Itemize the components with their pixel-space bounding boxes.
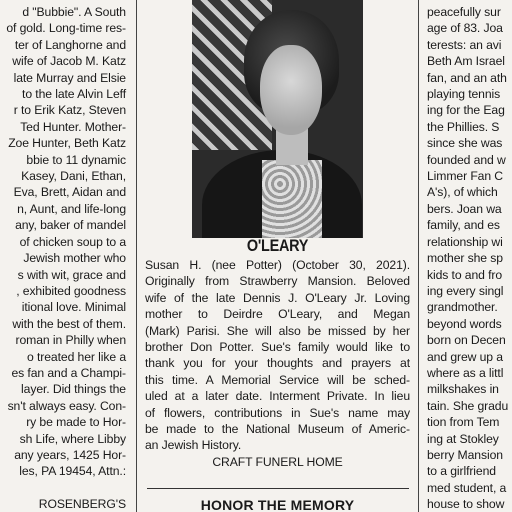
- text-line: of chicken soup to a: [19, 234, 126, 249]
- text-line: (Mark) Parisi. She will also be missed by her: [145, 323, 410, 338]
- obituary-name: O'LEARY: [246, 236, 309, 255]
- text-line: mother she sp: [427, 251, 503, 266]
- text-line: [0, 480, 126, 496]
- text-line: Beth Am Israel: [427, 54, 505, 69]
- text-line: , exhibited goodness: [16, 283, 126, 298]
- text-line: ter of Langhorne and: [14, 37, 126, 52]
- obituary-column: [145, 0, 410, 512]
- text-line: to a girlfriend: [427, 464, 496, 479]
- column-divider: [136, 0, 137, 512]
- text-line: age of 83. Joa: [427, 21, 503, 36]
- text-line: any years, 1425 Hor-: [14, 447, 126, 462]
- text-line: of flowers, contributions in Sue's name may: [145, 405, 410, 420]
- text-line: r to Erik Katz, Steven: [13, 103, 126, 118]
- text-line: the Phillies. S: [427, 119, 500, 134]
- text-line: ry be made to Hor-: [26, 415, 126, 430]
- portrait-blouse: [262, 160, 322, 238]
- text-line: es fan and a Champi-: [11, 365, 126, 380]
- section-heading: HONOR THE MEMORY: [200, 497, 355, 512]
- text-line: any, baker of mandel: [15, 218, 126, 233]
- text-line: wife of the late Dennis J. O'Leary Jr. Loving: [145, 290, 410, 305]
- text-line: founded and w: [427, 152, 506, 167]
- text-line: bbie to 11 dynamic: [26, 152, 126, 167]
- text-line: ing every singl: [427, 283, 504, 298]
- text-line: layer. Did things the: [21, 382, 126, 397]
- text-line: peacefully sur: [427, 5, 501, 19]
- text-line: Susan H. (nee Potter) (October 30, 2021).: [145, 258, 410, 272]
- text-line: Originally from Strawberry Mansion. Beloved: [145, 274, 410, 289]
- text-line: fan, and an ath: [427, 70, 507, 85]
- text-line: an Jewish History.: [145, 438, 242, 453]
- text-line: o treated her like a: [27, 349, 126, 364]
- text-line: d "Bubbie". A South: [22, 5, 126, 19]
- obituary-photo: [192, 0, 363, 238]
- text-line: family, and es: [427, 218, 500, 233]
- left-column-text: [0, 4, 128, 512]
- text-line: born on Decen: [427, 333, 506, 348]
- text-line: kids to and fro: [427, 267, 503, 282]
- section-divider: [147, 488, 409, 489]
- right-column: [425, 0, 512, 512]
- text-line: relationship wi: [427, 234, 503, 249]
- text-line: berry Mansion: [427, 447, 503, 462]
- text-line: beyond words: [427, 316, 502, 331]
- text-line: where as a littl: [427, 365, 504, 380]
- text-line: itional love. Minimal: [21, 300, 126, 315]
- text-line: grandmother.: [427, 300, 498, 315]
- text-line: this time. A Memorial Service will be sched-: [145, 372, 410, 387]
- text-line: wife of Jacob M. Katz: [12, 54, 126, 69]
- text-line: playing tennis: [427, 87, 501, 102]
- text-line: n, Aunt, and life-long: [17, 201, 126, 216]
- text-line: ing at Stokley: [427, 431, 499, 446]
- text-line: Limmer Fan C: [427, 169, 504, 184]
- text-line: and grew up a: [427, 349, 503, 364]
- text-line: med student, a: [427, 480, 507, 495]
- portrait-face: [260, 45, 322, 135]
- text-line: A's), of which: [427, 185, 498, 200]
- text-line: tion from Tem: [427, 415, 500, 430]
- next-obituary-heading-left: ROSENBERG'S: [38, 497, 126, 512]
- text-line: bers. Joan wa: [427, 201, 502, 216]
- text-line: of gold. Long-time res-: [6, 21, 126, 36]
- text-line: since she was: [427, 136, 503, 151]
- text-line: thank you for your thoughts and prayers at: [145, 356, 410, 371]
- obituary-body: [145, 257, 410, 470]
- text-line: Zoe Hunter, Beth Katz: [8, 136, 126, 151]
- text-line: with the best of them.: [12, 316, 126, 331]
- column-divider: [418, 0, 419, 512]
- funeral-home: CRAFT FUNERL HOME: [212, 454, 343, 469]
- text-line: brother Don Potter. Sue's family would like to: [145, 340, 410, 355]
- right-column-text: [425, 4, 512, 512]
- text-line: uled at a later date. Interment Private. In lieu: [145, 389, 410, 404]
- left-column: [0, 0, 128, 512]
- text-line: sn't always easy. Con-: [7, 398, 126, 413]
- text-line: roman in Philly when: [15, 333, 126, 348]
- text-line: late Murray and Elsie: [13, 70, 126, 85]
- text-line: be made to the National Museum of Americ-: [145, 422, 410, 437]
- text-line: ing for the Eag: [427, 103, 505, 118]
- text-line: Eva, Brett, Aidan and: [13, 185, 126, 200]
- text-line: s with wit, grace and: [17, 267, 126, 282]
- text-line: to the late Alvin Leff: [22, 87, 126, 102]
- text-line: Kasey, Dani, Ethan,: [21, 169, 126, 184]
- text-line: sh Life, where Libby: [19, 431, 126, 446]
- text-line: mother to Deirdre O'Leary, and Megan: [145, 307, 410, 322]
- text-line: house to show: [427, 497, 505, 512]
- text-line: Ted Hunter. Mother-: [20, 119, 126, 134]
- text-line: tain. She gradu: [427, 398, 509, 413]
- text-line: Jewish mother who: [23, 251, 126, 266]
- text-line: les, PA 19454, Attn.:: [19, 464, 126, 479]
- text-line: terests: an avi: [427, 37, 502, 52]
- text-line: milkshakes in: [427, 382, 499, 397]
